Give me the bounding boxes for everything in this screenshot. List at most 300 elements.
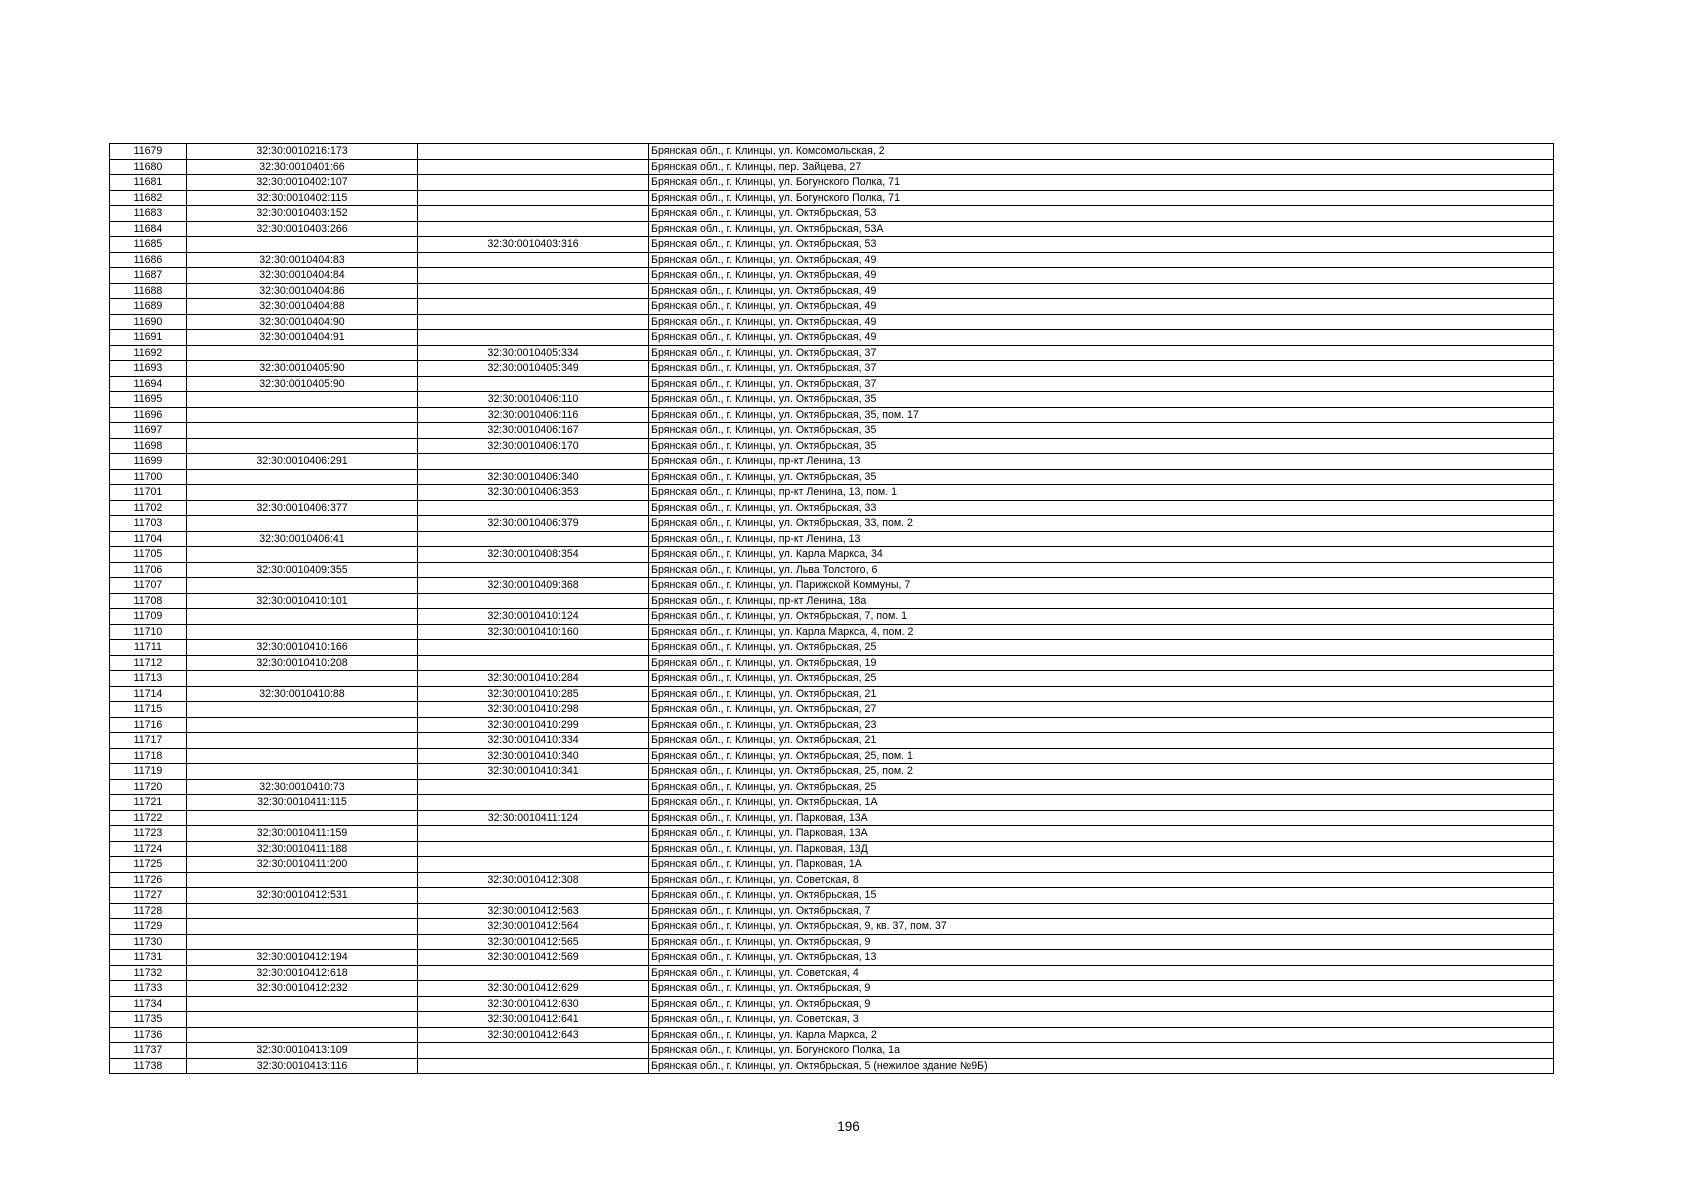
table-row [110, 733, 1554, 749]
table-row [110, 1027, 1554, 1043]
building-cadastral-number-cell [418, 593, 649, 609]
address-cell: Брянская обл., г. Клинцы, ул. Октябрьская, 53 [649, 206, 1554, 222]
address-cell: Брянская обл., г. Клинцы, ул. Льва Толстого, 6 [649, 562, 1554, 578]
row-number-cell: 11725 [110, 857, 187, 873]
row-number-cell: 11712 [110, 655, 187, 671]
building-cadastral-number-cell [418, 299, 649, 315]
land-cadastral-number-cell [187, 516, 418, 532]
land-cadastral-number-cell [187, 903, 418, 919]
table-row [110, 221, 1554, 237]
table-row [110, 547, 1554, 563]
building-cadastral-number-cell: 32:30:0010410:334 [418, 733, 649, 749]
land-cadastral-number-cell: 32:30:0010216:173 [187, 144, 418, 160]
land-cadastral-number-cell: 32:30:0010404:88 [187, 299, 418, 315]
address-cell: Брянская обл., г. Клинцы, ул. Октябрьская, 7 [649, 903, 1554, 919]
row-number-cell: 11686 [110, 252, 187, 268]
address-cell: Брянская обл., г. Клинцы, ул. Октябрьская, 19 [649, 655, 1554, 671]
building-cadastral-number-cell: 32:30:0010408:354 [418, 547, 649, 563]
table-row [110, 624, 1554, 640]
building-cadastral-number-cell [418, 826, 649, 842]
address-cell: Брянская обл., г. Клинцы, ул. Октябрьская, 33, пом. 2 [649, 516, 1554, 532]
row-number-cell: 11698 [110, 438, 187, 454]
address-cell: Брянская обл., г. Клинцы, ул. Октябрьская, 21 [649, 733, 1554, 749]
building-cadastral-number-cell [418, 965, 649, 981]
land-cadastral-number-cell: 32:30:0010412:531 [187, 888, 418, 904]
address-cell: Брянская обл., г. Клинцы, ул. Октябрьская, 9 [649, 934, 1554, 950]
table-row [110, 795, 1554, 811]
address-cell: Брянская обл., г. Клинцы, ул. Парковая, 13Д [649, 841, 1554, 857]
building-cadastral-number-cell [418, 531, 649, 547]
row-number-cell: 11728 [110, 903, 187, 919]
table-row [110, 206, 1554, 222]
building-cadastral-number-cell [418, 252, 649, 268]
address-cell: Брянская обл., г. Клинцы, ул. Богунского Полка, 1а [649, 1043, 1554, 1059]
land-cadastral-number-cell: 32:30:0010406:291 [187, 454, 418, 470]
registry-table-body [110, 144, 1554, 1074]
address-cell: Брянская обл., г. Клинцы, ул. Октябрьская, 35 [649, 392, 1554, 408]
address-cell: Брянская обл., г. Клинцы, ул. Октябрьская, 25, пом. 2 [649, 764, 1554, 780]
land-cadastral-number-cell: 32:30:0010401:66 [187, 159, 418, 175]
land-cadastral-number-cell: 32:30:0010412:232 [187, 981, 418, 997]
address-cell: Брянская обл., г. Клинцы, ул. Октябрьская, 37 [649, 361, 1554, 377]
table-row [110, 500, 1554, 516]
row-number-cell: 11734 [110, 996, 187, 1012]
table-row [110, 934, 1554, 950]
table-row [110, 423, 1554, 439]
table-row [110, 454, 1554, 470]
address-cell: Брянская обл., г. Клинцы, ул. Богунского Полка, 71 [649, 190, 1554, 206]
building-cadastral-number-cell: 32:30:0010410:124 [418, 609, 649, 625]
row-number-cell: 11699 [110, 454, 187, 470]
address-cell: Брянская обл., г. Клинцы, ул. Октябрьская, 37 [649, 345, 1554, 361]
building-cadastral-number-cell: 32:30:0010406:353 [418, 485, 649, 501]
land-cadastral-number-cell [187, 624, 418, 640]
building-cadastral-number-cell: 32:30:0010412:569 [418, 950, 649, 966]
address-cell: Брянская обл., г. Клинцы, ул. Карла Маркса, 2 [649, 1027, 1554, 1043]
row-number-cell: 11706 [110, 562, 187, 578]
address-cell: Брянская обл., г. Клинцы, ул. Октябрьская, 21 [649, 686, 1554, 702]
table-row [110, 671, 1554, 687]
row-number-cell: 11713 [110, 671, 187, 687]
row-number-cell: 11722 [110, 810, 187, 826]
row-number-cell: 11694 [110, 376, 187, 392]
address-cell: Брянская обл., г. Клинцы, ул. Октябрьская, 7, пом. 1 [649, 609, 1554, 625]
land-cadastral-number-cell: 32:30:0010405:90 [187, 361, 418, 377]
land-cadastral-number-cell [187, 748, 418, 764]
building-cadastral-number-cell [418, 841, 649, 857]
land-cadastral-number-cell [187, 872, 418, 888]
table-row [110, 299, 1554, 315]
page-number: 196 [837, 1119, 860, 1134]
row-number-cell: 11684 [110, 221, 187, 237]
building-cadastral-number-cell: 32:30:0010410:284 [418, 671, 649, 687]
building-cadastral-number-cell [418, 330, 649, 346]
address-cell: Брянская обл., г. Клинцы, ул. Октябрьская, 23 [649, 717, 1554, 733]
row-number-cell: 11737 [110, 1043, 187, 1059]
address-cell: Брянская обл., г. Клинцы, ул. Октябрьская, 49 [649, 268, 1554, 284]
table-row [110, 330, 1554, 346]
land-cadastral-number-cell: 32:30:0010411:115 [187, 795, 418, 811]
land-cadastral-number-cell: 32:30:0010413:116 [187, 1058, 418, 1074]
table-row [110, 609, 1554, 625]
building-cadastral-number-cell: 32:30:0010412:565 [418, 934, 649, 950]
address-cell: Брянская обл., г. Клинцы, пр-кт Ленина, 13 [649, 531, 1554, 547]
table-row [110, 376, 1554, 392]
land-cadastral-number-cell: 32:30:0010410:101 [187, 593, 418, 609]
row-number-cell: 11720 [110, 779, 187, 795]
table-row [110, 888, 1554, 904]
table-row [110, 919, 1554, 935]
row-number-cell: 11685 [110, 237, 187, 253]
land-cadastral-number-cell [187, 733, 418, 749]
building-cadastral-number-cell [418, 206, 649, 222]
table-row [110, 779, 1554, 795]
table-row [110, 593, 1554, 609]
land-cadastral-number-cell [187, 671, 418, 687]
building-cadastral-number-cell: 32:30:0010412:630 [418, 996, 649, 1012]
building-cadastral-number-cell: 32:30:0010410:341 [418, 764, 649, 780]
building-cadastral-number-cell: 32:30:0010412:308 [418, 872, 649, 888]
row-number-cell: 11680 [110, 159, 187, 175]
table-row [110, 314, 1554, 330]
building-cadastral-number-cell [418, 500, 649, 516]
address-cell: Брянская обл., г. Клинцы, ул. Октябрьская, 1А [649, 795, 1554, 811]
building-cadastral-number-cell: 32:30:0010406:116 [418, 407, 649, 423]
row-number-cell: 11695 [110, 392, 187, 408]
row-number-cell: 11683 [110, 206, 187, 222]
land-cadastral-number-cell: 32:30:0010406:377 [187, 500, 418, 516]
address-cell: Брянская обл., г. Клинцы, ул. Богунского Полка, 71 [649, 175, 1554, 191]
building-cadastral-number-cell [418, 144, 649, 160]
building-cadastral-number-cell [418, 268, 649, 284]
address-cell: Брянская обл., г. Клинцы, ул. Октябрьская, 25 [649, 671, 1554, 687]
land-cadastral-number-cell: 32:30:0010404:91 [187, 330, 418, 346]
table-row [110, 872, 1554, 888]
land-cadastral-number-cell: 32:30:0010405:90 [187, 376, 418, 392]
address-cell: Брянская обл., г. Клинцы, ул. Советская, 4 [649, 965, 1554, 981]
row-number-cell: 11716 [110, 717, 187, 733]
address-cell: Брянская обл., г. Клинцы, ул. Октябрьская, 25, пом. 1 [649, 748, 1554, 764]
building-cadastral-number-cell: 32:30:0010412:563 [418, 903, 649, 919]
table-row [110, 950, 1554, 966]
row-number-cell: 11688 [110, 283, 187, 299]
building-cadastral-number-cell [418, 655, 649, 671]
row-number-cell: 11726 [110, 872, 187, 888]
land-cadastral-number-cell: 32:30:0010410:88 [187, 686, 418, 702]
building-cadastral-number-cell [418, 640, 649, 656]
address-cell: Брянская обл., г. Клинцы, ул. Октябрьская, 49 [649, 299, 1554, 315]
table-row [110, 764, 1554, 780]
registry-table [109, 143, 1554, 1074]
address-cell: Брянская обл., г. Клинцы, ул. Парковая, 13А [649, 826, 1554, 842]
land-cadastral-number-cell [187, 237, 418, 253]
table-row [110, 361, 1554, 377]
land-cadastral-number-cell: 32:30:0010403:152 [187, 206, 418, 222]
building-cadastral-number-cell [418, 779, 649, 795]
table-row [110, 965, 1554, 981]
table-row [110, 562, 1554, 578]
building-cadastral-number-cell: 32:30:0010412:641 [418, 1012, 649, 1028]
row-number-cell: 11697 [110, 423, 187, 439]
building-cadastral-number-cell: 32:30:0010412:643 [418, 1027, 649, 1043]
row-number-cell: 11717 [110, 733, 187, 749]
building-cadastral-number-cell [418, 888, 649, 904]
address-cell: Брянская обл., г. Клинцы, ул. Октябрьская, 15 [649, 888, 1554, 904]
land-cadastral-number-cell [187, 469, 418, 485]
table-row [110, 392, 1554, 408]
row-number-cell: 11682 [110, 190, 187, 206]
building-cadastral-number-cell: 32:30:0010410:340 [418, 748, 649, 764]
land-cadastral-number-cell: 32:30:0010409:355 [187, 562, 418, 578]
row-number-cell: 11723 [110, 826, 187, 842]
table-row [110, 903, 1554, 919]
table-row [110, 578, 1554, 594]
address-cell: Брянская обл., г. Клинцы, пр-кт Ленина, 18а [649, 593, 1554, 609]
building-cadastral-number-cell: 32:30:0010410:160 [418, 624, 649, 640]
table-row [110, 345, 1554, 361]
row-number-cell: 11705 [110, 547, 187, 563]
land-cadastral-number-cell: 32:30:0010411:200 [187, 857, 418, 873]
row-number-cell: 11707 [110, 578, 187, 594]
land-cadastral-number-cell: 32:30:0010411:159 [187, 826, 418, 842]
row-number-cell: 11693 [110, 361, 187, 377]
building-cadastral-number-cell [418, 795, 649, 811]
land-cadastral-number-cell: 32:30:0010402:107 [187, 175, 418, 191]
table-row [110, 826, 1554, 842]
table-row [110, 268, 1554, 284]
land-cadastral-number-cell: 32:30:0010410:208 [187, 655, 418, 671]
land-cadastral-number-cell [187, 810, 418, 826]
land-cadastral-number-cell [187, 717, 418, 733]
building-cadastral-number-cell [418, 221, 649, 237]
address-cell: Брянская обл., г. Клинцы, ул. Октябрьская, 35 [649, 423, 1554, 439]
row-number-cell: 11708 [110, 593, 187, 609]
address-cell: Брянская обл., г. Клинцы, ул. Октябрьская, 9 [649, 996, 1554, 1012]
land-cadastral-number-cell [187, 547, 418, 563]
address-cell: Брянская обл., г. Клинцы, ул. Парижской Коммуны, 7 [649, 578, 1554, 594]
land-cadastral-number-cell [187, 407, 418, 423]
table-row [110, 1012, 1554, 1028]
land-cadastral-number-cell [187, 1027, 418, 1043]
table-row [110, 190, 1554, 206]
building-cadastral-number-cell: 32:30:0010412:629 [418, 981, 649, 997]
building-cadastral-number-cell [418, 376, 649, 392]
address-cell: Брянская обл., г. Клинцы, ул. Советская, 8 [649, 872, 1554, 888]
land-cadastral-number-cell [187, 392, 418, 408]
row-number-cell: 11733 [110, 981, 187, 997]
land-cadastral-number-cell: 32:30:0010412:194 [187, 950, 418, 966]
building-cadastral-number-cell: 32:30:0010405:334 [418, 345, 649, 361]
row-number-cell: 11731 [110, 950, 187, 966]
address-cell: Брянская обл., г. Клинцы, ул. Октябрьская, 53 [649, 237, 1554, 253]
address-cell: Брянская обл., г. Клинцы, ул. Октябрьская, 33 [649, 500, 1554, 516]
building-cadastral-number-cell: 32:30:0010410:299 [418, 717, 649, 733]
table-row [110, 438, 1554, 454]
row-number-cell: 11702 [110, 500, 187, 516]
land-cadastral-number-cell: 32:30:0010412:618 [187, 965, 418, 981]
address-cell: Брянская обл., г. Клинцы, ул. Карла Маркса, 34 [649, 547, 1554, 563]
address-cell: Брянская обл., г. Клинцы, пер. Зайцева, 27 [649, 159, 1554, 175]
row-number-cell: 11732 [110, 965, 187, 981]
row-number-cell: 11690 [110, 314, 187, 330]
building-cadastral-number-cell [418, 159, 649, 175]
row-number-cell: 11735 [110, 1012, 187, 1028]
building-cadastral-number-cell [418, 1058, 649, 1074]
address-cell: Брянская обл., г. Клинцы, ул. Парковая, 13А [649, 810, 1554, 826]
land-cadastral-number-cell [187, 996, 418, 1012]
address-cell: Брянская обл., г. Клинцы, ул. Октябрьская, 49 [649, 252, 1554, 268]
table-row [110, 175, 1554, 191]
building-cadastral-number-cell [418, 562, 649, 578]
table-row [110, 996, 1554, 1012]
land-cadastral-number-cell: 32:30:0010410:166 [187, 640, 418, 656]
land-cadastral-number-cell: 32:30:0010404:84 [187, 268, 418, 284]
row-number-cell: 11710 [110, 624, 187, 640]
row-number-cell: 11704 [110, 531, 187, 547]
building-cadastral-number-cell: 32:30:0010406:167 [418, 423, 649, 439]
building-cadastral-number-cell: 32:30:0010412:564 [418, 919, 649, 935]
table-row [110, 516, 1554, 532]
land-cadastral-number-cell: 32:30:0010404:86 [187, 283, 418, 299]
row-number-cell: 11718 [110, 748, 187, 764]
table-row [110, 702, 1554, 718]
building-cadastral-number-cell: 32:30:0010406:110 [418, 392, 649, 408]
land-cadastral-number-cell [187, 934, 418, 950]
table-row [110, 407, 1554, 423]
address-cell: Брянская обл., г. Клинцы, ул. Октябрьская, 37 [649, 376, 1554, 392]
row-number-cell: 11719 [110, 764, 187, 780]
building-cadastral-number-cell: 32:30:0010410:298 [418, 702, 649, 718]
address-cell: Брянская обл., г. Клинцы, ул. Октябрьская, 35 [649, 438, 1554, 454]
table-row [110, 1043, 1554, 1059]
row-number-cell: 11696 [110, 407, 187, 423]
table-row [110, 485, 1554, 501]
land-cadastral-number-cell: 32:30:0010403:266 [187, 221, 418, 237]
land-cadastral-number-cell [187, 438, 418, 454]
building-cadastral-number-cell: 32:30:0010410:285 [418, 686, 649, 702]
row-number-cell: 11721 [110, 795, 187, 811]
table-row [110, 237, 1554, 253]
address-cell: Брянская обл., г. Клинцы, ул. Октябрьская, 25 [649, 779, 1554, 795]
row-number-cell: 11681 [110, 175, 187, 191]
address-cell: Брянская обл., г. Клинцы, ул. Советская, 3 [649, 1012, 1554, 1028]
row-number-cell: 11701 [110, 485, 187, 501]
building-cadastral-number-cell: 32:30:0010406:379 [418, 516, 649, 532]
land-cadastral-number-cell: 32:30:0010411:188 [187, 841, 418, 857]
row-number-cell: 11679 [110, 144, 187, 160]
row-number-cell: 11724 [110, 841, 187, 857]
row-number-cell: 11738 [110, 1058, 187, 1074]
table-row [110, 1058, 1554, 1074]
building-cadastral-number-cell: 32:30:0010403:316 [418, 237, 649, 253]
building-cadastral-number-cell: 32:30:0010409:368 [418, 578, 649, 594]
land-cadastral-number-cell: 32:30:0010402:115 [187, 190, 418, 206]
row-number-cell: 11715 [110, 702, 187, 718]
table-row [110, 144, 1554, 160]
land-cadastral-number-cell: 32:30:0010413:109 [187, 1043, 418, 1059]
row-number-cell: 11691 [110, 330, 187, 346]
address-cell: Брянская обл., г. Клинцы, ул. Карла Маркса, 4, пом. 2 [649, 624, 1554, 640]
land-cadastral-number-cell: 32:30:0010404:90 [187, 314, 418, 330]
land-cadastral-number-cell: 32:30:0010406:41 [187, 531, 418, 547]
land-cadastral-number-cell: 32:30:0010410:73 [187, 779, 418, 795]
building-cadastral-number-cell [418, 190, 649, 206]
row-number-cell: 11714 [110, 686, 187, 702]
address-cell: Брянская обл., г. Клинцы, ул. Октябрьская, 49 [649, 330, 1554, 346]
address-cell: Брянская обл., г. Клинцы, пр-кт Ленина, 13 [649, 454, 1554, 470]
row-number-cell: 11730 [110, 934, 187, 950]
row-number-cell: 11736 [110, 1027, 187, 1043]
table-row [110, 159, 1554, 175]
land-cadastral-number-cell [187, 1012, 418, 1028]
building-cadastral-number-cell [418, 283, 649, 299]
row-number-cell: 11687 [110, 268, 187, 284]
table-row [110, 252, 1554, 268]
row-number-cell: 11689 [110, 299, 187, 315]
row-number-cell: 11727 [110, 888, 187, 904]
table-row [110, 686, 1554, 702]
building-cadastral-number-cell [418, 314, 649, 330]
land-cadastral-number-cell: 32:30:0010404:83 [187, 252, 418, 268]
land-cadastral-number-cell [187, 485, 418, 501]
address-cell: Брянская обл., г. Клинцы, ул. Октябрьская, 5 (нежилое здание №9Б) [649, 1058, 1554, 1074]
table-row [110, 810, 1554, 826]
address-cell: Брянская обл., г. Клинцы, ул. Октябрьская, 53А [649, 221, 1554, 237]
row-number-cell: 11729 [110, 919, 187, 935]
building-cadastral-number-cell [418, 175, 649, 191]
land-cadastral-number-cell [187, 345, 418, 361]
table-row [110, 469, 1554, 485]
address-cell: Брянская обл., г. Клинцы, ул. Октябрьская, 9 [649, 981, 1554, 997]
address-cell: Брянская обл., г. Клинцы, ул. Октябрьская, 35, пом. 17 [649, 407, 1554, 423]
row-number-cell: 11692 [110, 345, 187, 361]
building-cadastral-number-cell [418, 857, 649, 873]
building-cadastral-number-cell [418, 454, 649, 470]
address-cell: Брянская обл., г. Клинцы, ул. Октябрьская, 9, кв. 37, пом. 37 [649, 919, 1554, 935]
address-cell: Брянская обл., г. Клинцы, ул. Октябрьская, 35 [649, 469, 1554, 485]
row-number-cell: 11700 [110, 469, 187, 485]
address-cell: Брянская обл., г. Клинцы, ул. Октябрьская, 25 [649, 640, 1554, 656]
address-cell: Брянская обл., г. Клинцы, ул. Парковая, 1А [649, 857, 1554, 873]
table-row [110, 748, 1554, 764]
building-cadastral-number-cell: 32:30:0010405:349 [418, 361, 649, 377]
building-cadastral-number-cell: 32:30:0010406:170 [418, 438, 649, 454]
table-row [110, 717, 1554, 733]
address-cell: Брянская обл., г. Клинцы, ул. Октябрьская, 27 [649, 702, 1554, 718]
row-number-cell: 11709 [110, 609, 187, 625]
table-row [110, 531, 1554, 547]
table-row [110, 841, 1554, 857]
table-row [110, 655, 1554, 671]
row-number-cell: 11711 [110, 640, 187, 656]
land-cadastral-number-cell [187, 578, 418, 594]
building-cadastral-number-cell: 32:30:0010411:124 [418, 810, 649, 826]
table-row [110, 981, 1554, 997]
table-row [110, 640, 1554, 656]
address-cell: Брянская обл., г. Клинцы, ул. Октябрьская, 49 [649, 314, 1554, 330]
address-cell: Брянская обл., г. Клинцы, ул. Октябрьская, 13 [649, 950, 1554, 966]
land-cadastral-number-cell [187, 764, 418, 780]
land-cadastral-number-cell [187, 919, 418, 935]
address-cell: Брянская обл., г. Клинцы, ул. Октябрьская, 49 [649, 283, 1554, 299]
land-cadastral-number-cell [187, 423, 418, 439]
building-cadastral-number-cell [418, 1043, 649, 1059]
address-cell: Брянская обл., г. Клинцы, ул. Комсомольская, 2 [649, 144, 1554, 160]
address-cell: Брянская обл., г. Клинцы, пр-кт Ленина, 13, пом. 1 [649, 485, 1554, 501]
row-number-cell: 11703 [110, 516, 187, 532]
building-cadastral-number-cell: 32:30:0010406:340 [418, 469, 649, 485]
table-row [110, 857, 1554, 873]
